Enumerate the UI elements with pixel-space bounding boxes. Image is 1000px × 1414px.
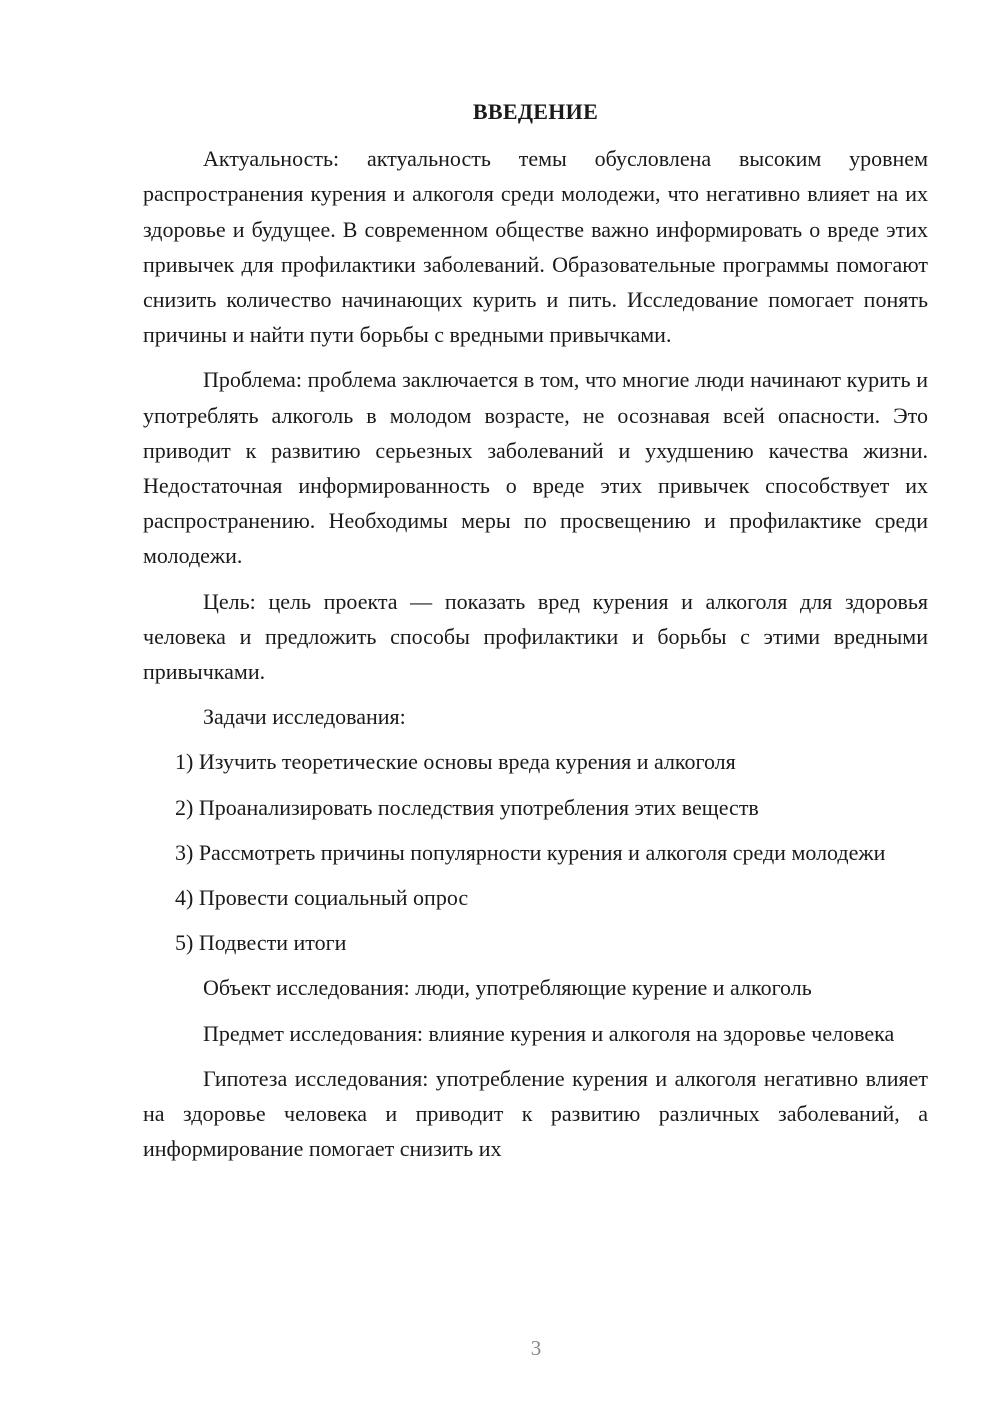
problem-paragraph: Проблема: проблема заключается в том, что многие люди начинают курить и употреблять алкоголь в молодом возрасте, не осознавая всей опасности. Это приводит к развитию серьезных заболеваний и ухудшению качества жизни. Недостаточная информированность о вреде этих привычек способствует их распространению. Необходимы меры по просвещению и профилактике среди молодежи. — [143, 367, 928, 569]
task-item-4: 4) Провести социальный опрос — [175, 885, 469, 911]
page-number: 3 — [530, 1336, 542, 1360]
goal-paragraph: Цель: цель проекта — показать вред курения и алкоголя для здоровья человека и предложить способы профилактики и борьбы с этими вредными привычками. — [143, 588, 928, 685]
task-item-5: 5) Подвести итоги — [175, 930, 347, 956]
task-item-1: 1) Изучить теоретические основы вреда курения и алкоголя — [175, 749, 736, 775]
hypothesis-paragraph: Гипотеза исследования: употребление курения и алкоголя негативно влияет на здоровье человека и приводит к развитию различных заболеваний, а информирование помогает снизить их — [143, 1065, 928, 1162]
page-content — [143, 94, 928, 1176]
relevance-paragraph: Актуальность: актуальность темы обусловлена высоким уровнем распространения курения и алкоголя среди молодежи, что негативно влияет на их здоровье и будущее. В современном обществе важно информировать о вреде этих привычек для профилактики заболеваний. Образовательные программы помогают снизить количество начинающих курить и пить. Исследование помогает понять причины и найти пути борьбы с вредными привычками. — [143, 146, 928, 348]
task-item-2: 2) Проанализировать последствия употребления этих веществ — [175, 794, 759, 820]
subject-paragraph: Предмет исследования: влияние курения и алкоголя на здоровье человека — [203, 1020, 895, 1046]
object-paragraph: Объект исследования: люди, употребляющие курение и алкоголь — [203, 975, 812, 1001]
section-heading: ВВЕДЕНИЕ — [472, 99, 599, 124]
tasks-heading: Задачи исследования: — [203, 704, 406, 730]
task-item-3: 3) Рассмотреть причины популярности курения и алкоголя среди молодежи — [175, 839, 886, 865]
